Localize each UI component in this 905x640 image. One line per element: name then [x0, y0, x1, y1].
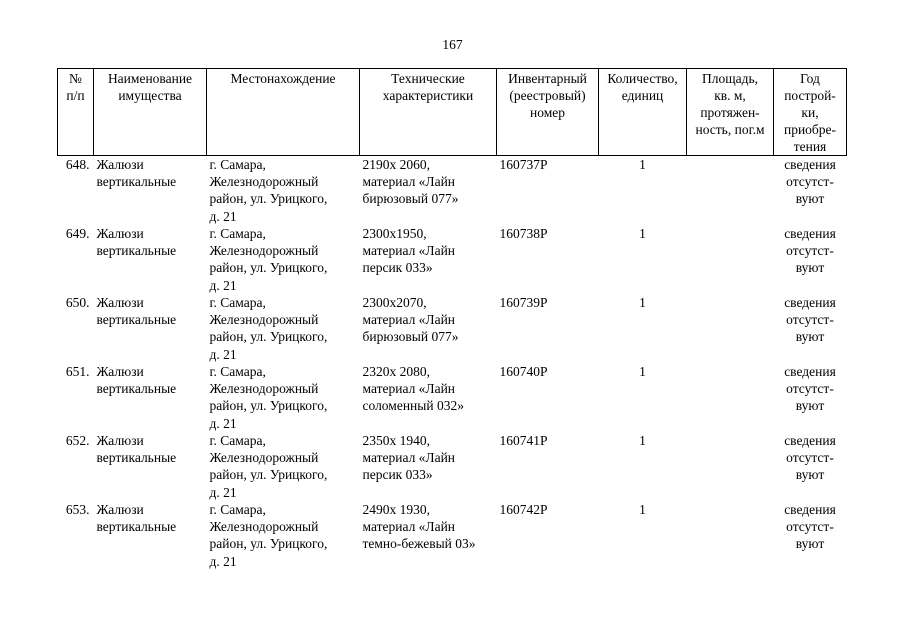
cell-line: отсутст- [786, 243, 834, 259]
cell-line: вертикальные [96, 312, 177, 328]
cell-line: Жалюзи [96, 364, 144, 379]
cell-line: сведения [784, 157, 836, 172]
cell-line: отсутст- [786, 312, 834, 328]
cell-line: г. Самара, [209, 226, 266, 241]
table-row [58, 501, 847, 570]
cell-line: материал «Лайн [362, 519, 456, 535]
inventory-number-cell: 160740Р [499, 364, 548, 379]
header-number [58, 69, 94, 156]
cell-line: отсутст- [786, 174, 834, 190]
quantity-cell: 1 [639, 433, 646, 448]
cell-line: ки, [801, 105, 819, 120]
cell-line: д. 21 [209, 484, 237, 500]
cell-line: д. 21 [209, 208, 237, 224]
cell-line: район, ул. Урицкого, [209, 329, 328, 345]
cell-line: Железнодорожный [209, 312, 319, 328]
item-name-cell [94, 501, 207, 570]
cell-line: сведения [784, 433, 836, 448]
inventory-number-cell: 160739Р [499, 295, 548, 310]
cell-line: вертикальные [96, 381, 177, 397]
row-number-cell: 650. [65, 295, 90, 310]
cell-line: вуют [795, 467, 825, 483]
cell-line: Инвентарный [508, 71, 587, 86]
cell-line: Местонахождение [230, 71, 336, 86]
cell-line: район, ул. Урицкого, [209, 260, 328, 276]
location-cell [207, 225, 360, 294]
row-number-cell: 649. [65, 226, 90, 241]
table-row [58, 363, 847, 432]
table-row [58, 156, 847, 226]
table-row [58, 294, 847, 363]
cell-line: ность, пог.м [695, 122, 765, 137]
cell-line: приобре- [783, 122, 837, 137]
cell-line: 2490х 1930, [362, 502, 430, 517]
quantity-cell: 1 [639, 364, 646, 379]
cell-line: материал «Лайн [362, 174, 456, 190]
header-area [687, 69, 774, 156]
cell-line: отсутст- [786, 519, 834, 535]
cell-line: вертикальные [96, 243, 177, 259]
cell-line: г. Самара, [209, 364, 266, 379]
location-cell [207, 363, 360, 432]
cell-line: отсутст- [786, 450, 834, 466]
cell-line: материал «Лайн [362, 450, 456, 466]
property-registry-table [57, 68, 847, 570]
cell-line: д. 21 [209, 553, 237, 569]
row-number-cell: 653. [65, 502, 90, 517]
cell-line: сведения [784, 295, 836, 310]
header-quantity [599, 69, 687, 156]
cell-line: Количество, [607, 71, 678, 86]
cell-line: Наименование [107, 71, 193, 86]
cell-line: район, ул. Урицкого, [209, 191, 328, 207]
header-inventory [497, 69, 599, 156]
specs-cell [360, 225, 497, 294]
cell-line: единиц [621, 88, 664, 103]
row-number-cell: 652. [65, 433, 90, 448]
cell-line: г. Самара, [209, 295, 266, 310]
row-number-cell: 648. [65, 157, 90, 172]
specs-cell [360, 432, 497, 501]
cell-line: персик 033» [362, 467, 433, 483]
cell-line: сведения [784, 502, 836, 517]
year-cell [774, 432, 847, 501]
specs-cell [360, 501, 497, 570]
cell-line: вуют [795, 191, 825, 207]
inventory-number-cell: 160737Р [499, 157, 548, 172]
cell-line: Технические [391, 71, 465, 86]
cell-line: построй- [784, 88, 836, 103]
cell-line: 2300х2070, [362, 295, 427, 310]
area-cell [687, 363, 774, 432]
cell-line: Жалюзи [96, 157, 144, 172]
cell-line: вертикальные [96, 519, 177, 535]
cell-line: номер [529, 105, 565, 120]
cell-line: вертикальные [96, 174, 177, 190]
cell-line: 2190х 2060, [362, 157, 430, 172]
cell-line: протяжен- [700, 105, 760, 120]
quantity-cell: 1 [639, 502, 646, 517]
table-row [58, 225, 847, 294]
item-name-cell [94, 156, 207, 226]
cell-line: г. Самара, [209, 157, 266, 172]
area-cell [687, 294, 774, 363]
quantity-cell: 1 [639, 295, 646, 310]
cell-line: бирюзовый 077» [362, 191, 459, 207]
year-cell [774, 363, 847, 432]
cell-line: Железнодорожный [209, 174, 319, 190]
cell-line: материал «Лайн [362, 243, 456, 259]
cell-line: характеристики [382, 88, 474, 103]
cell-line: д. 21 [209, 346, 237, 362]
cell-line: № [69, 71, 82, 86]
cell-line: сведения [784, 364, 836, 379]
area-cell [687, 501, 774, 570]
row-number-cell: 651. [65, 364, 90, 379]
cell-line: вуют [795, 329, 825, 345]
header-location [207, 69, 360, 156]
cell-line: Жалюзи [96, 295, 144, 310]
cell-line: темно-бежевый 03» [362, 536, 476, 552]
cell-line: вуют [795, 536, 825, 552]
year-cell [774, 294, 847, 363]
cell-line: Железнодорожный [209, 243, 319, 259]
cell-line: район, ул. Урицкого, [209, 536, 328, 552]
cell-line: материал «Лайн [362, 312, 456, 328]
location-cell [207, 432, 360, 501]
cell-line: д. 21 [209, 277, 237, 293]
cell-line: Жалюзи [96, 502, 144, 517]
cell-line: Площадь, [701, 71, 759, 86]
quantity-cell: 1 [639, 157, 646, 172]
cell-line: сведения [784, 226, 836, 241]
table-body [58, 156, 847, 571]
year-cell [774, 225, 847, 294]
header-name [94, 69, 207, 156]
cell-line: 2320х 2080, [362, 364, 430, 379]
cell-line: кв. м, [714, 88, 746, 103]
cell-line: отсутст- [786, 381, 834, 397]
cell-line: п/п [66, 88, 85, 103]
specs-cell [360, 294, 497, 363]
area-cell [687, 156, 774, 226]
cell-line: Жалюзи [96, 226, 144, 241]
cell-line: Жалюзи [96, 433, 144, 448]
cell-line: г. Самара, [209, 502, 266, 517]
cell-line: район, ул. Урицкого, [209, 467, 328, 483]
cell-line: вуют [795, 398, 825, 414]
cell-line: 2350х 1940, [362, 433, 430, 448]
cell-line: имущества [118, 88, 182, 103]
cell-line: Год [800, 71, 820, 86]
specs-cell [360, 156, 497, 226]
cell-line: вуют [795, 260, 825, 276]
specs-cell [360, 363, 497, 432]
area-cell [687, 432, 774, 501]
cell-line: тения [793, 139, 827, 154]
quantity-cell: 1 [639, 226, 646, 241]
item-name-cell [94, 363, 207, 432]
inventory-number-cell: 160738Р [499, 226, 548, 241]
year-cell [774, 501, 847, 570]
location-cell [207, 294, 360, 363]
location-cell [207, 156, 360, 226]
cell-line: материал «Лайн [362, 381, 456, 397]
cell-line: (реестровый) [509, 88, 586, 103]
year-cell [774, 156, 847, 226]
cell-line: район, ул. Урицкого, [209, 398, 328, 414]
cell-line: Железнодорожный [209, 381, 319, 397]
item-name-cell [94, 294, 207, 363]
table-header-row [58, 69, 847, 156]
cell-line: Железнодорожный [209, 450, 319, 466]
cell-line: д. 21 [209, 415, 237, 431]
header-specs [360, 69, 497, 156]
item-name-cell [94, 432, 207, 501]
page-number: 167 [442, 37, 463, 52]
cell-line: вертикальные [96, 450, 177, 466]
cell-line: персик 033» [362, 260, 433, 276]
header-year [774, 69, 847, 156]
area-cell [687, 225, 774, 294]
table-row [58, 432, 847, 501]
cell-line: Железнодорожный [209, 519, 319, 535]
inventory-number-cell: 160741Р [499, 433, 548, 448]
cell-line: соломенный 032» [362, 398, 464, 414]
cell-line: г. Самара, [209, 433, 266, 448]
location-cell [207, 501, 360, 570]
inventory-number-cell: 160742Р [499, 502, 548, 517]
item-name-cell [94, 225, 207, 294]
cell-line: 2300х1950, [362, 226, 427, 241]
cell-line: бирюзовый 077» [362, 329, 459, 345]
